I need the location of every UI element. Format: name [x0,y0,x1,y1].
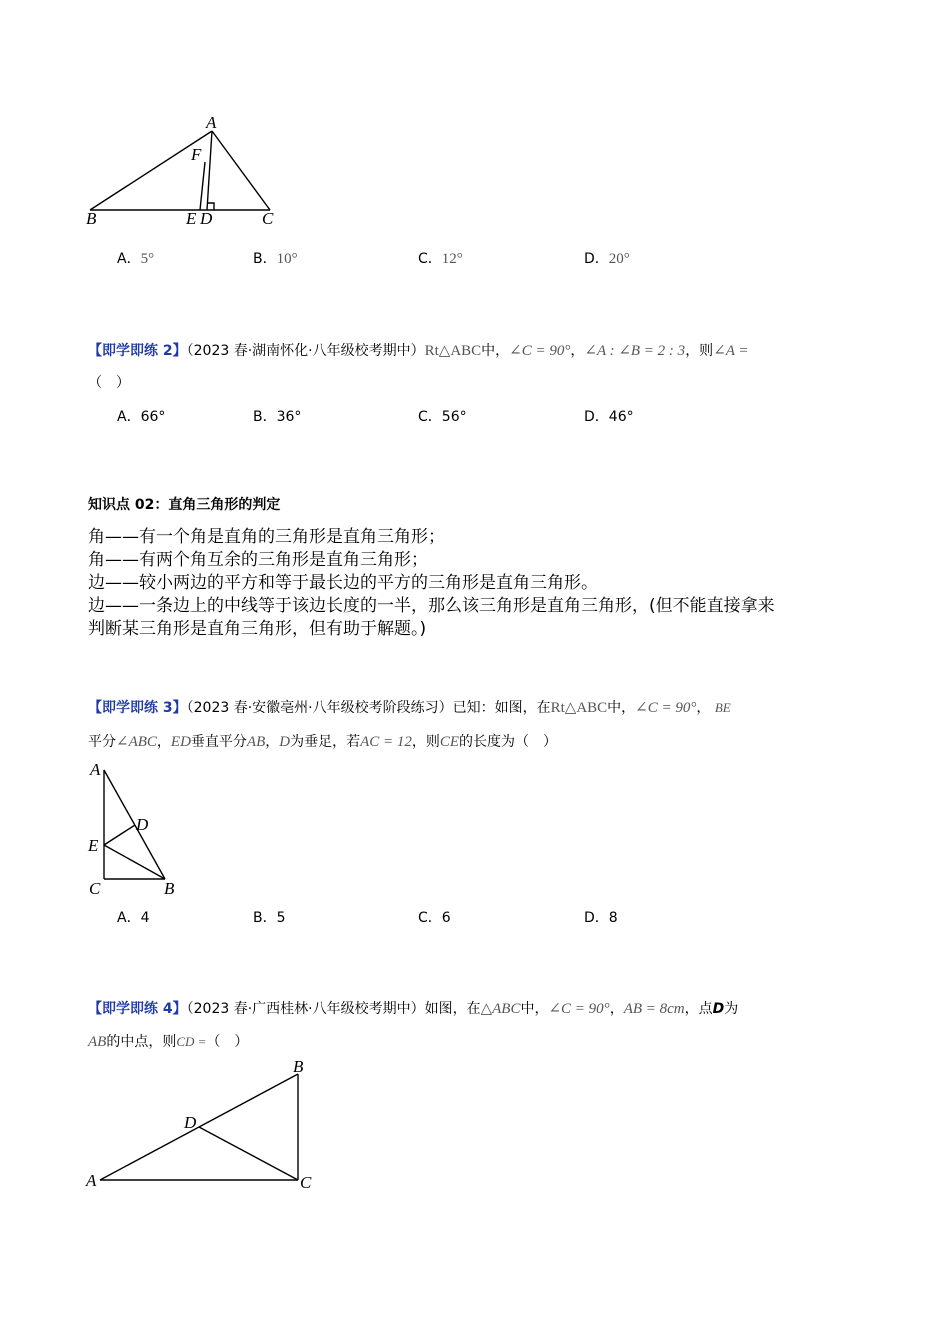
q3-text: ，则 [411,734,440,750]
knowledge-heading: 知识点 02：直角三角形的判定 [88,497,281,513]
q3-comma: ， [696,700,711,716]
q3-ab: AB [246,734,266,750]
q2-text: ，则 [685,343,714,359]
q4-condition-1: ∠C = 90° [548,1001,610,1017]
option-value: 6 [441,910,451,926]
q2-option-d[interactable] [584,406,634,426]
q4-label-a: A [86,1171,97,1190]
q3-tag: 【即学即练 3】 [88,700,187,716]
option-value: 46° [608,409,634,425]
q3-segment-ed [104,825,135,845]
q3-comma: ， [265,734,280,750]
knowledge-line-3: 边——较小两边的平方和等于最长边的平方的三角形是直角三角形。 [88,573,598,593]
q1-segment-fe [200,162,205,210]
option-value: 36° [276,409,302,425]
option-value: 12° [441,251,463,267]
q4-figure [82,1056,332,1196]
knowledge-line-2: 角——有两个角互余的三角形是直角三角形； [88,550,428,570]
q1-label-a: A [206,113,217,132]
q1-option-a[interactable] [117,248,154,268]
q4-cd: CD = [176,1034,207,1049]
q4-text: 如图，在 [424,1001,481,1017]
option-letter: B． [253,251,277,267]
option-letter: D． [584,409,609,425]
q4-condition-2: AB = 8cm [623,1001,685,1017]
q4-label-c: C [300,1173,312,1192]
q4-tag: 【即学即练 4】 [88,1001,187,1017]
q3-figure [84,758,194,900]
q3-label-e: E [88,836,99,855]
q1-segment-ba [90,131,212,210]
q2-answer-paren: （ ） [88,375,130,391]
q3-option-b[interactable] [253,907,286,927]
q3-text: 中， [607,700,636,716]
option-letter: C． [418,910,442,926]
q3-label-d: D [136,815,149,834]
q3-label-a: A [90,760,101,779]
q3-comma: ， [156,734,171,750]
q2-triangle: Rt△ABC [424,343,482,359]
q3-ac: AC = 12 [360,734,412,750]
q4-text: 为 [724,1001,739,1017]
q1-label-e: E [186,209,197,228]
q2-condition-1: ∠C = 90° [509,343,571,359]
q2-option-c[interactable] [418,406,467,426]
q2-question-line [88,340,749,360]
q3-d: D [279,734,291,750]
q1-option-d[interactable] [584,248,630,268]
q3-text: 垂直平分 [190,734,247,750]
q2-ask: ∠A = [713,343,749,359]
option-value: 4 [140,910,150,926]
q4-ab: AB [88,1034,107,1050]
q1-option-b[interactable] [253,248,298,268]
q3-source: （2023 春·安徽亳州·八年级校考阶段练习） [186,700,453,716]
q3-ed: ED [170,734,191,750]
option-letter: A． [117,910,141,926]
q3-text: 平分 [88,734,116,750]
q4-label-b: B [293,1057,304,1076]
q2-option-a[interactable] [117,406,165,426]
option-value: 10° [276,251,298,267]
q3-angle: ∠ABC [116,734,157,750]
q4-comma: ， [609,1001,624,1017]
option-letter: D． [584,910,609,926]
q3-option-a[interactable] [117,907,150,927]
option-value: 5° [140,251,155,267]
q4-triangle: △ABC [480,1001,521,1017]
q4-source: （2023 春·广西桂林·八年级校考期中） [186,1001,425,1017]
option-value: 56° [441,409,467,425]
q3-text: 为垂足，若 [290,734,361,750]
q1-option-c[interactable] [418,248,463,268]
q1-label-f: F [191,145,202,164]
option-letter: C． [418,251,442,267]
q3-label-c: C [89,879,101,898]
q4-text: 中， [520,1001,549,1017]
q1-segment-ad [207,131,212,210]
q4-question-line-1 [88,998,738,1018]
option-letter: C． [418,409,442,425]
knowledge-line-5: 判断某三角形是直角三角形，但有助于解题。) [88,619,427,639]
option-value: 20° [608,251,630,267]
q2-tag: 【即学即练 2】 [88,343,187,359]
q2-source: （2023 春·湖南怀化·八年级校考期中） [186,343,425,359]
q2-condition-2: ∠A : ∠B = 2 : 3 [584,343,686,359]
q4-segment-dc [199,1127,298,1180]
option-value: 66° [140,409,166,425]
q3-label-b: B [164,879,175,898]
q3-text: 的长度为（ ） [459,734,558,750]
knowledge-line-4: 边——一条边上的中线等于该边长度的一半，那么该三角形是直角三角形，(但不能直接拿来 [88,596,775,616]
option-letter: B． [253,409,277,425]
q1-segment-ac [212,131,270,210]
q4-answer-paren: （ ） [206,1034,249,1050]
q4-d: D [712,1001,725,1017]
q2-text: 中， [481,343,510,359]
option-value: 8 [608,910,618,926]
q3-condition-1: ∠C = 90° [635,700,697,716]
option-letter: A． [117,409,141,425]
q3-question-line-2 [88,731,557,751]
q3-option-d[interactable] [584,907,618,927]
q4-question-line-2 [88,1031,248,1051]
q3-question-line-1 [88,697,731,717]
q3-text: 已知：如图，在 [452,700,551,716]
q4-text: ，点 [684,1001,713,1017]
option-value: 5 [276,910,286,926]
q1-label-d: D [200,209,213,228]
q3-option-c[interactable] [418,907,451,927]
q1-label-c: C [262,209,274,228]
q4-text: 的中点，则 [106,1034,177,1050]
option-letter: B． [253,910,277,926]
q4-label-d: D [184,1113,197,1132]
q1-figure [80,112,300,232]
option-letter: D． [584,251,609,267]
knowledge-line-1: 角——有一个角是直角的三角形是直角三角形； [88,527,445,547]
q2-option-b[interactable] [253,406,301,426]
q2-comma: ， [570,343,585,359]
q3-be: BE [714,700,731,715]
option-letter: A． [117,251,141,267]
q3-triangle: Rt△ABC [550,700,608,716]
q3-ce: CE [439,734,460,750]
q1-label-b: B [86,209,97,228]
